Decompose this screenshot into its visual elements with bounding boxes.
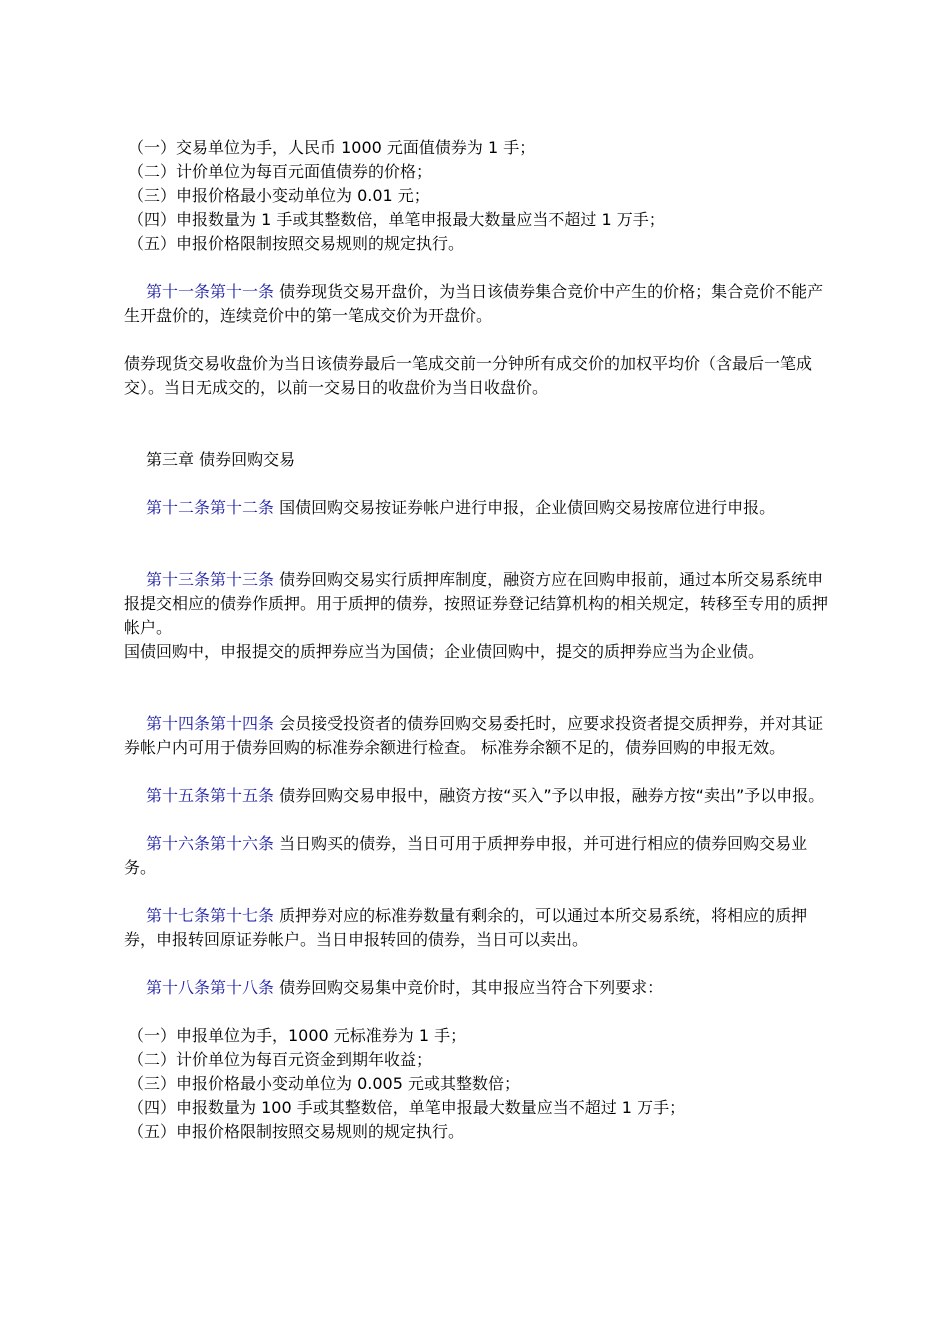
article-16 [124,832,838,880]
list-item: （三）申报价格最小变动单位为 0.005 元或其整数倍； [128,1074,520,1093]
list-item: （五）申报价格限制按照交易规则的规定执行。 [128,1122,465,1141]
article-text: 国债回购交易按证券帐户进行申报，企业债回购交易按席位进行申报。 [274,498,776,517]
list-item: （一）交易单位为手，人民币 1000 元面值债券为 1 手； [128,138,536,157]
list-item: （一）申报单位为手，1000 元标准券为 1 手； [128,1026,467,1045]
trading-rules-list [124,136,838,256]
list-item: （二）计价单位为每百元资金到期年收益； [128,1050,433,1069]
article-text: 债券回购交易实行质押库制度，融资方应在回购申报前，通过本所交易系统申报提交相应的债券作质押。用于质押的债券，按照证券登记结算机构的相关规定，转移至专用的质押帐户。 [124,570,829,637]
closing-price-paragraph: 债券现货交易收盘价为当日该债券最后一笔成交前一分钟所有成交价的加权平均价（含最后一笔成交）。当日无成交的，以前一交易日的收盘价为当日收盘价。 [124,354,813,397]
article-15 [124,784,838,808]
article-11 [124,280,838,328]
article-text: 债券回购交易集中竞价时，其申报应当符合下列要求： [274,978,664,997]
article-text: 质押券对应的标准券数量有剩余的，可以通过本所交易系统，将相应的质押券，申报转回原证券帐户。当日申报转回的债券，当日可以卖出。 [124,906,808,949]
article-14 [124,712,838,760]
article-17 [124,904,838,952]
article-text: 债券回购交易申报中，融资方按“买入”予以申报，融券方按“卖出”予以申报。 [274,786,825,805]
article-text: 会员接受投资者的债券回购交易委托时，应要求投资者提交质押券，并对其证券帐户内可用于债券回购的标准券余额进行检查。 标准券余额不足的，债券回购的申报无效。 [124,714,824,757]
document-page [124,136,838,1144]
article-label: 第十三条第十三条 [146,570,275,589]
list-item: （二）计价单位为每百元面值债券的价格； [128,162,433,181]
article-label: 第十六条第十六条 [146,834,275,853]
article-label: 第十八条第十八条 [146,978,275,997]
list-item: （三）申报价格最小变动单位为 0.01 元； [128,186,430,205]
list-item: （四）申报数量为 1 手或其整数倍，单笔申报最大数量应当不超过 1 万手； [128,210,665,229]
article-13 [124,568,838,640]
list-item: （四）申报数量为 100 手或其整数倍，单笔申报最大数量应当不超过 1 万手； [128,1098,686,1117]
repo-rules-list [124,1024,838,1144]
article-13-extra: 国债回购中，申报提交的质押券应当为国债；企业债回购中，提交的质押券应当为企业债。 [124,642,765,661]
list-item: （五）申报价格限制按照交易规则的规定执行。 [128,234,465,253]
article-text: 当日购买的债券，当日可用于质押券申报，并可进行相应的债券回购交易业务。 [124,834,808,877]
article-12 [124,496,838,520]
article-label: 第十七条第十七条 [146,906,275,925]
article-18 [124,976,838,1000]
article-label: 第十二条第十二条 [146,498,275,517]
article-label: 第十五条第十五条 [146,786,275,805]
article-label: 第十一条第十一条 [146,282,275,301]
article-label: 第十四条第十四条 [146,714,275,733]
article-text: 债券现货交易开盘价，为当日该债券集合竞价中产生的价格；集合竞价不能产生开盘价的，连续竞价中的第一笔成交价为开盘价。 [124,282,824,325]
chapter-heading: 第三章 债券回购交易 [146,450,296,469]
